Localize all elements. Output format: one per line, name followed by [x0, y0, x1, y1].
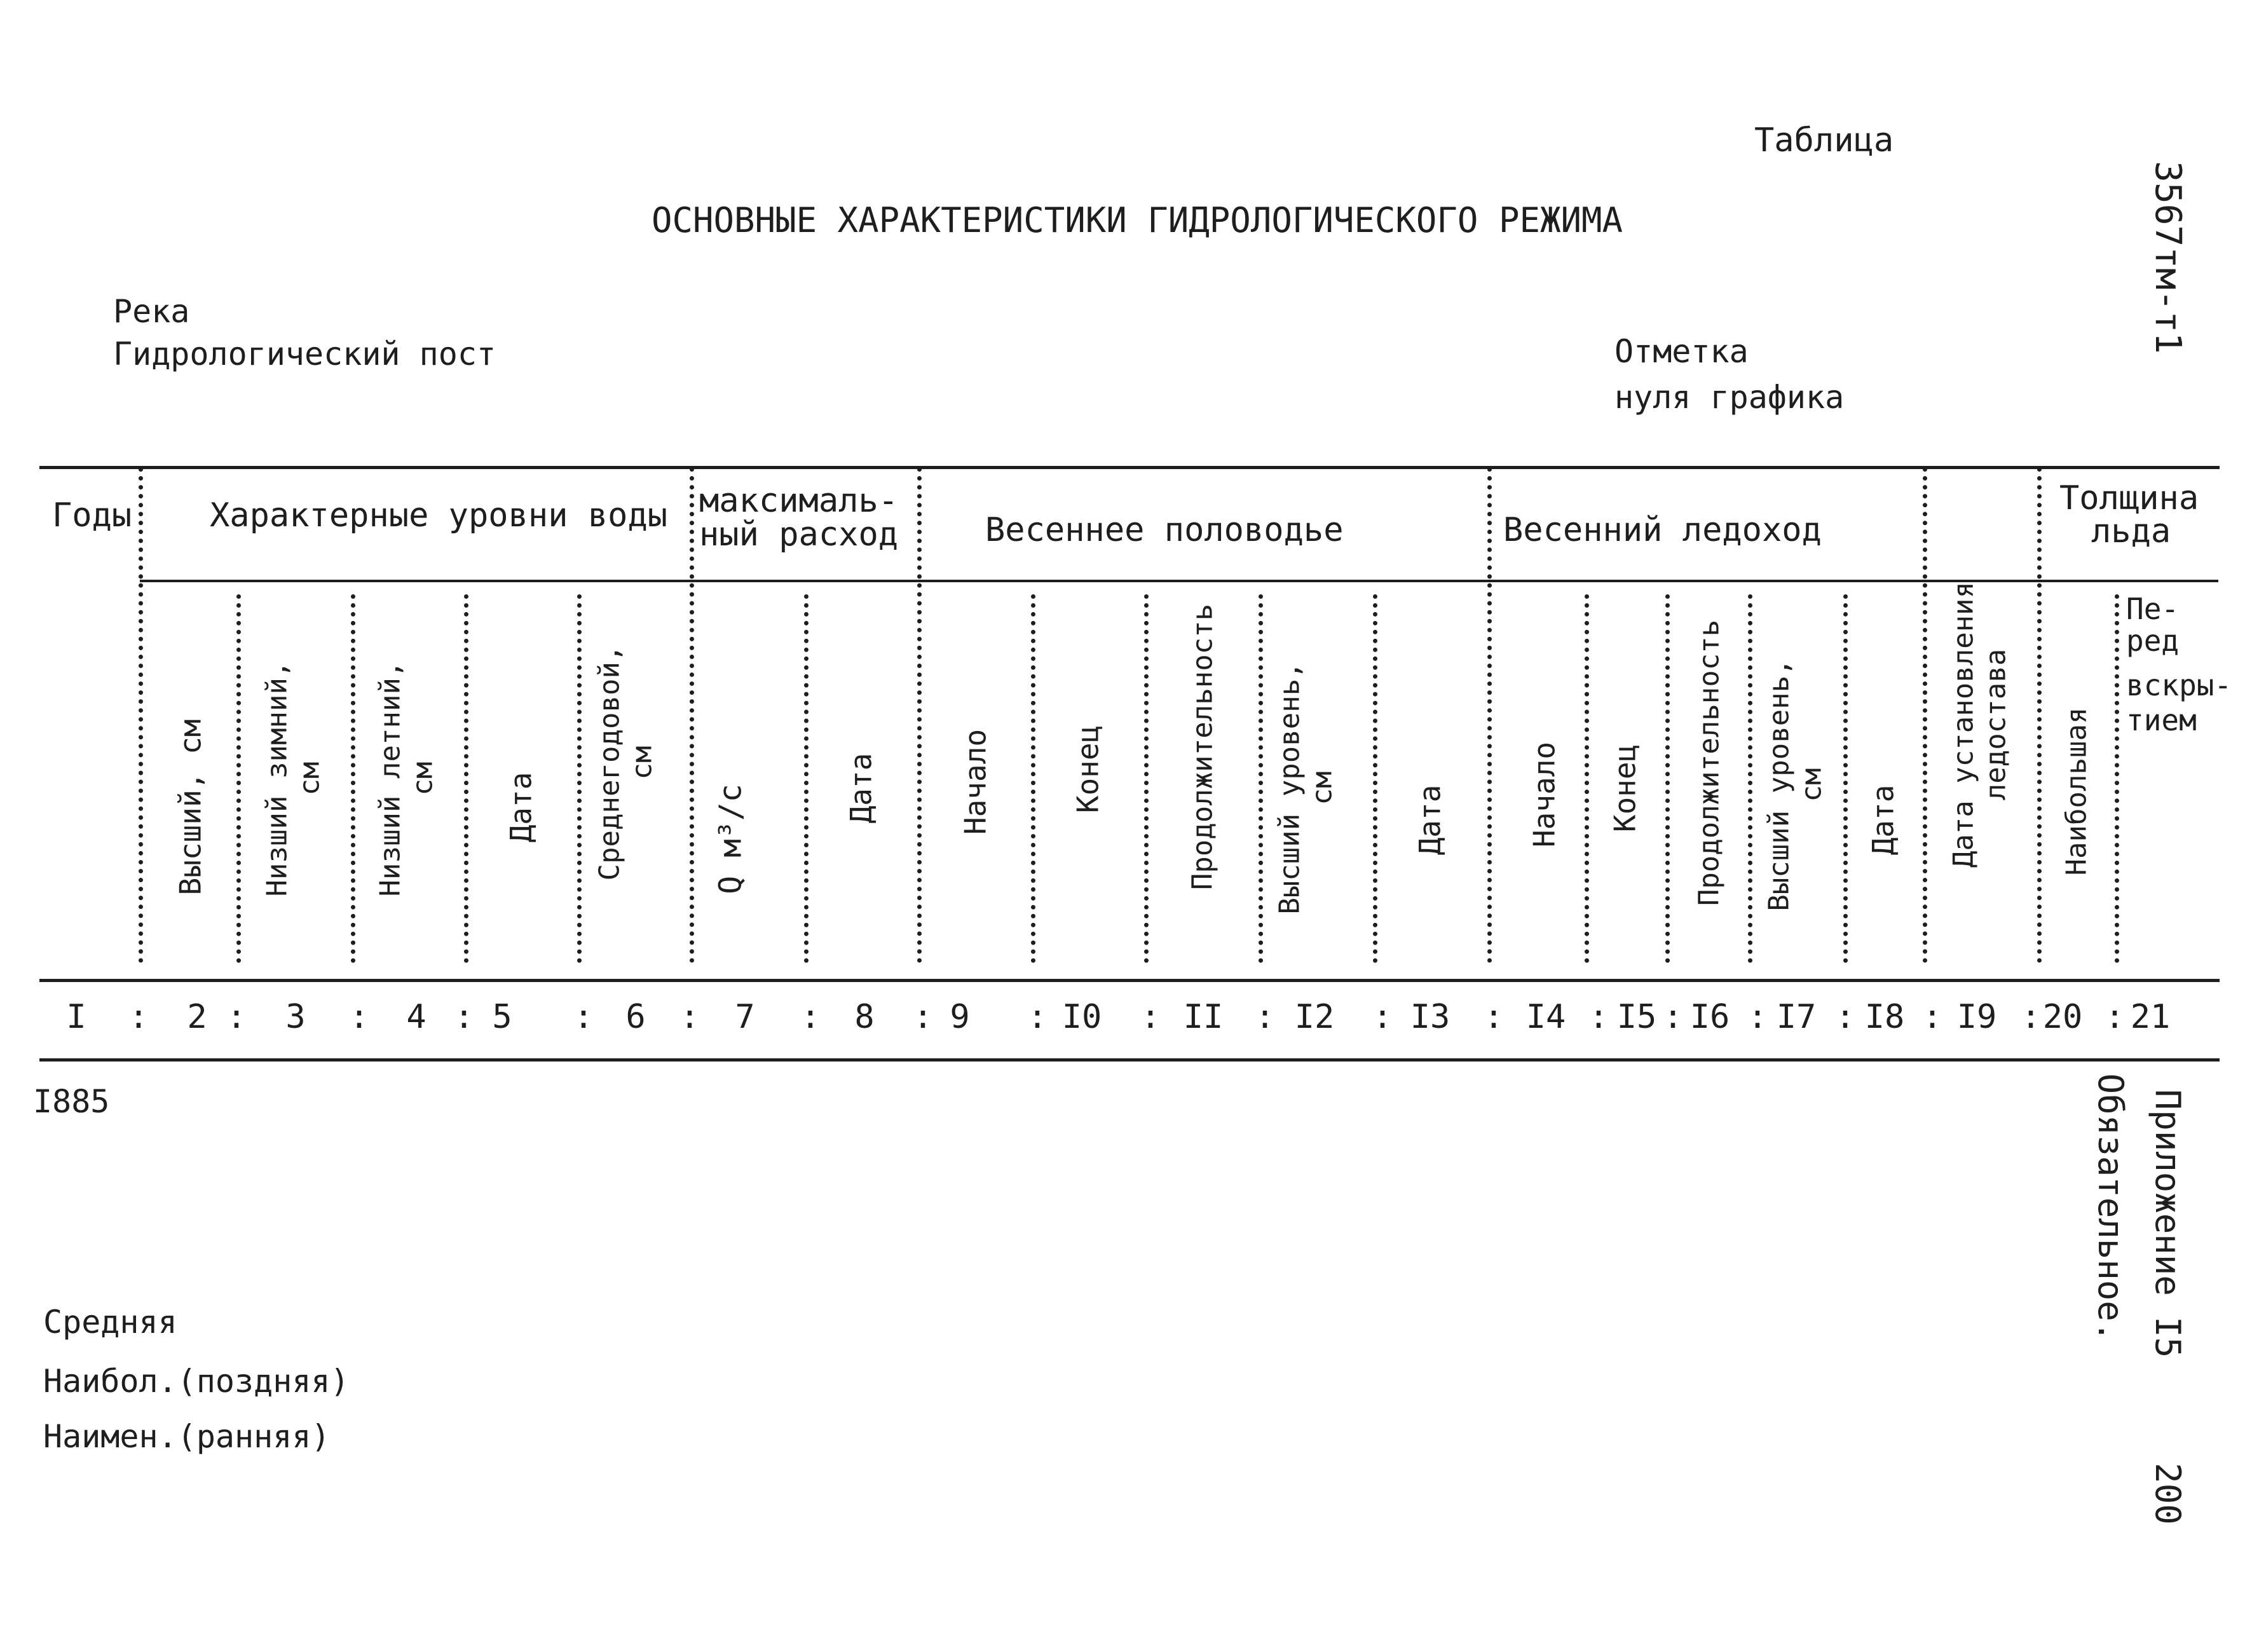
separator: :	[226, 998, 247, 1036]
col-sep	[464, 594, 468, 963]
col-sep	[690, 467, 694, 963]
separator: :	[454, 998, 474, 1036]
subheader-c8: Дата	[843, 753, 878, 824]
separator: :	[1747, 998, 1768, 1036]
column-number: 8	[854, 998, 875, 1036]
separator: :	[1663, 998, 1683, 1036]
column-number: I5	[1616, 998, 1657, 1036]
column-number: I0	[1061, 998, 1102, 1036]
subheader-c21-line3: вскры-	[2126, 668, 2232, 702]
col-sep	[1031, 594, 1035, 963]
separator: :	[1922, 998, 1942, 1036]
subheader-c21-line4: тием	[2126, 703, 2197, 737]
column-number: 5	[492, 998, 512, 1036]
header-ice-thickness-2: льда	[2091, 512, 2171, 550]
subheader-c2: Высший, см	[173, 719, 208, 896]
subheader-c16: Продолжительность	[1693, 619, 1726, 906]
column-number: 3	[285, 998, 306, 1036]
subheader-c17: Высший уровень, см	[1763, 659, 1827, 911]
col-sep	[1373, 594, 1377, 963]
mark-label-1: Отметка	[1614, 333, 1749, 370]
summary-row-max: Наибол.(поздняя)	[43, 1363, 350, 1400]
subheader-c11: Продолжительность	[1186, 603, 1219, 891]
separator: :	[913, 998, 933, 1036]
separator: :	[349, 998, 369, 1036]
column-number: 7	[735, 998, 755, 1036]
header-spring-flood: Весеннее половодье	[985, 511, 1344, 549]
post-label: Гидрологический пост	[113, 336, 496, 372]
col-sep	[804, 594, 809, 963]
col-sep	[1843, 594, 1848, 963]
col-sep	[1259, 594, 1263, 963]
separator: :	[1140, 998, 1161, 1036]
subheader-c9: Начало	[958, 728, 993, 835]
summary-row-min: Наимен.(ранняя)	[43, 1418, 331, 1455]
column-number: 6	[625, 998, 646, 1036]
header-max-discharge-1: максималь-	[699, 482, 899, 520]
subheader-c4: Низший летний, см	[374, 660, 439, 897]
page-title: ОСНОВНЫЕ ХАРАКТЕРИСТИКИ ГИДРОЛОГИЧЕСКОГО РЕЖИМА	[652, 200, 1623, 240]
col-sep	[577, 594, 582, 963]
column-number: I7	[1776, 998, 1817, 1036]
separator: :	[1835, 998, 1855, 1036]
doc-code: 3567тм-т1	[2147, 161, 2188, 354]
subheader-c21-line1: Пе-	[2126, 592, 2180, 626]
subheader-c7: Q м³/с	[713, 784, 749, 894]
subheader-c20: Наибольшая	[2060, 707, 2093, 876]
header-bottom-rule	[39, 979, 2220, 982]
subheader-c18: Дата	[1866, 784, 1901, 856]
col-sep	[236, 594, 241, 963]
table-top-rule	[39, 466, 2220, 469]
subheader-c12: Высший уровень, см	[1273, 662, 1338, 915]
separator: :	[1372, 998, 1393, 1036]
mandatory-label: Обязательное.	[2091, 1073, 2131, 1342]
subheader-c19: Дата установления ледостава	[1947, 581, 2012, 868]
separator: :	[573, 998, 594, 1036]
column-number: 21	[2130, 998, 2171, 1036]
separator: :	[1588, 998, 1609, 1036]
column-number: 20	[2042, 998, 2083, 1036]
col-sep	[2037, 467, 2042, 963]
col-sep	[1144, 594, 1149, 963]
column-number: I9	[1956, 998, 1997, 1036]
summary-row-mean: Средняя	[43, 1304, 177, 1341]
mark-label-2: нуля графика	[1614, 379, 1845, 416]
first-year: I885	[33, 1083, 110, 1120]
appendix-label: Приложение I5	[2148, 1089, 2188, 1358]
separator: :	[1484, 998, 1504, 1036]
separator: :	[679, 998, 700, 1036]
subheader-c3: Низший зимний, см	[261, 660, 325, 897]
separator: :	[128, 998, 149, 1036]
col-sep	[1585, 594, 1589, 963]
header-ice-thickness-1: Толщина	[2059, 479, 2199, 517]
page-number: 200	[2148, 1463, 2188, 1525]
col-sep	[139, 467, 143, 963]
column-number: I2	[1294, 998, 1335, 1036]
subheader-c14: Начало	[1527, 741, 1562, 848]
subheader-c6: Среднегодовой, см	[593, 645, 658, 881]
separator: :	[1027, 998, 1048, 1036]
column-number: I8	[1864, 998, 1905, 1036]
column-number: I4	[1525, 998, 1566, 1036]
col-sep	[2115, 594, 2119, 963]
header-spring-ice: Весенний ледоход	[1503, 511, 1822, 549]
header-max-discharge-2: ный расход	[699, 515, 899, 554]
subheader-c21-line2: ред	[2126, 624, 2180, 658]
table-label: Таблица	[1754, 121, 1894, 160]
column-number: I3	[1410, 998, 1450, 1036]
col-sep	[1665, 594, 1670, 963]
column-number: I6	[1689, 998, 1730, 1036]
group-header-rule	[140, 580, 2218, 582]
col-sep	[1923, 467, 1927, 963]
column-number: 4	[406, 998, 427, 1036]
subheader-c10: Конец	[1070, 725, 1105, 814]
subheader-c5: Дата	[503, 772, 538, 843]
river-label: Река	[113, 293, 190, 330]
column-number: II	[1183, 998, 1224, 1036]
column-number: 9	[950, 998, 970, 1036]
subheader-c13: Дата	[1412, 784, 1447, 856]
col-sep	[1748, 594, 1752, 963]
separator: :	[2021, 998, 2041, 1036]
col-sep	[351, 594, 355, 963]
column-number: I	[66, 998, 86, 1036]
header-years: Годы	[52, 496, 132, 535]
separator: :	[800, 998, 821, 1036]
subheader-c15: Конец	[1607, 744, 1642, 833]
col-sep	[917, 467, 922, 963]
header-water-levels: Характерные уровни воды	[210, 496, 668, 535]
separator: :	[2105, 998, 2125, 1036]
separator: :	[1255, 998, 1275, 1036]
number-row-bottom-rule	[39, 1058, 2220, 1062]
column-number: 2	[187, 998, 207, 1036]
col-sep	[1487, 467, 1492, 963]
